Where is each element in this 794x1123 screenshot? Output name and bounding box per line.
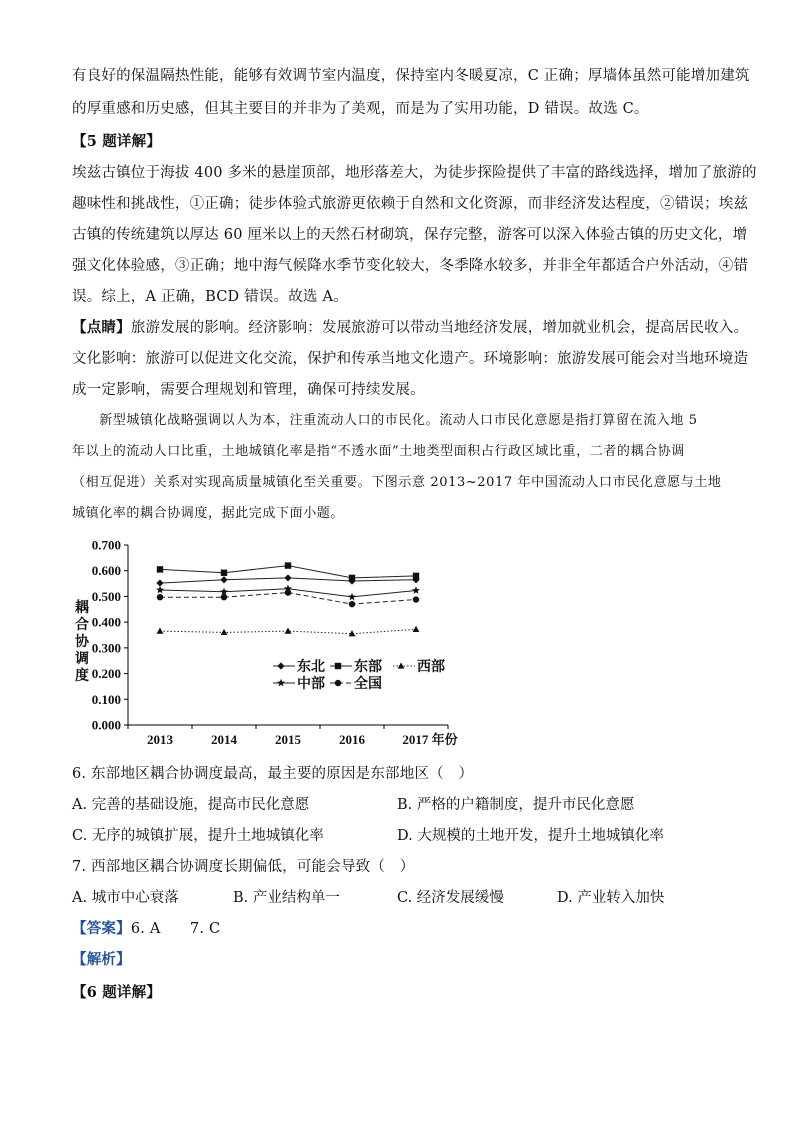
data-point-2-4 bbox=[413, 626, 420, 632]
answer-label: 【答案】 bbox=[72, 920, 131, 937]
coupling-chart bbox=[70, 530, 490, 755]
prev-explanation-line-1: 有良好的保温隔热性能，能够有效调节室内温度，保持室内冬暖夏凉，C 正确；厚墙体虽然可能增加建筑 bbox=[72, 68, 750, 84]
answer-text: 6. A 7. C bbox=[130, 921, 221, 937]
legend-label-0: 东北 bbox=[297, 660, 325, 675]
q6-stem: 6. 东部地区耦合协调度最高，最主要的原因是东部地区（ ） bbox=[72, 766, 474, 782]
q6-option-b[interactable]: B. 严格的户籍制度，提升市民化意愿 bbox=[397, 797, 635, 813]
y-axis-title-char: 合 bbox=[75, 618, 89, 633]
data-point-2-2 bbox=[285, 628, 292, 634]
q7-option-b[interactable]: B. 产业结构单一 bbox=[233, 890, 340, 906]
data-point-3-0 bbox=[156, 586, 164, 594]
data-point-3-4 bbox=[412, 586, 420, 594]
q6-option-c[interactable]: C. 无序的城镇扩展，提升土地城镇化率 bbox=[72, 828, 324, 844]
q5-line-4: 强文化体验感，③正确；地中海气候降水季节变化较大，冬季降水较多，并非全年都适合户外活动，④错 bbox=[72, 258, 749, 274]
y-tick-label: 0.000 bbox=[91, 717, 121, 733]
legend-label-4: 全国 bbox=[354, 677, 382, 692]
q5-line-1: 埃兹古镇位于海拔 400 多米的悬崖顶部，地形落差大，为徒步探险提供了丰富的路线选择，增加了旅游的 bbox=[72, 165, 757, 181]
q5-heading: 【5 题详解】 bbox=[72, 133, 162, 150]
legend-marker-4 bbox=[335, 680, 341, 686]
legend-marker-2 bbox=[398, 662, 405, 668]
q7-option-c[interactable]: C. 经济发展缓慢 bbox=[397, 890, 504, 906]
y-tick-label: 0.100 bbox=[91, 691, 121, 707]
prev-explanation-line-2: 的厚重感和历史感，但其主要目的并非为了美观，而是为了实用功能，D 错误。故选 C。 bbox=[72, 101, 649, 117]
dianjing-line-2: 文化影响：旅游可以促进文化交流，保护和传承当地文化遗产。环境影响：旅游发展可能会对当地环境造 bbox=[72, 351, 749, 367]
y-tick-label: 0.400 bbox=[91, 614, 121, 630]
passage-line-2: 年以上的流动人口比重，土地城镇化率是指“不透水面”土地类型面积占行政区域比重，二者的耦合协调 bbox=[72, 444, 685, 459]
y-axis-title-char: 度 bbox=[75, 669, 89, 684]
q5-line-5: 误。综上，A 正确，BCD 错误。故选 A。 bbox=[72, 289, 348, 305]
data-point-1-1 bbox=[221, 570, 227, 576]
data-point-4-3 bbox=[349, 601, 355, 607]
q6-option-a[interactable]: A. 完善的基础设施，提高市民化意愿 bbox=[72, 797, 310, 813]
data-point-4-4 bbox=[413, 596, 419, 602]
legend-marker-3 bbox=[277, 679, 285, 687]
data-point-3-3 bbox=[348, 593, 356, 601]
data-point-4-2 bbox=[285, 589, 291, 595]
x-tick-label: 2016 bbox=[339, 732, 365, 747]
data-point-1-2 bbox=[285, 562, 291, 568]
q7-option-a[interactable]: A. 城市中心衰落 bbox=[72, 890, 179, 906]
data-point-1-3 bbox=[349, 575, 355, 581]
data-point-0-1 bbox=[220, 576, 227, 583]
y-tick-label: 0.700 bbox=[91, 537, 121, 553]
y-axis-title-char: 协 bbox=[75, 635, 89, 650]
passage-line-3: （相互促进）关系对实现高质量城镇化至关重要。下图示意 2013~2017 年中国流动人口市民化意愿与土地 bbox=[72, 475, 722, 490]
data-point-4-0 bbox=[157, 594, 163, 600]
passage-line-4: 城镇化率的耦合协调度，据此完成下面小题。 bbox=[72, 506, 345, 521]
q7-option-d[interactable]: D. 产业转入加快 bbox=[557, 890, 665, 906]
passage-line-1: 新型城镇化战略强调以人为本，注重流动人口的市民化。流动人口市民化意愿是指打算留在流入地 5 bbox=[72, 413, 698, 428]
x-tick-label: 2015 bbox=[275, 732, 301, 747]
data-point-4-1 bbox=[221, 594, 227, 600]
q6-option-d[interactable]: D. 大规模的土地开发，提升土地城镇化率 bbox=[397, 828, 664, 844]
legend-label-3: 中部 bbox=[297, 677, 325, 692]
analysis-label: 【解析】 bbox=[72, 951, 131, 968]
legend-marker-1 bbox=[335, 663, 341, 669]
dianjing-line-3: 成一定影响，需要合理规划和管理，确保可持续发展。 bbox=[72, 382, 425, 398]
data-point-2-1 bbox=[221, 629, 228, 635]
dianjing-text: 旅游发展的影响。经济影响：发展旅游可以带动当地经济发展，增加就业机会，提高居民收入。 bbox=[130, 320, 749, 336]
answer-line bbox=[72, 919, 220, 939]
y-tick-label: 0.200 bbox=[91, 666, 121, 682]
legend-label-1: 东部 bbox=[354, 660, 382, 675]
dianjing-first-line bbox=[72, 318, 748, 338]
x-tick-label: 2014 bbox=[211, 732, 237, 747]
y-tick-label: 0.600 bbox=[91, 563, 121, 579]
data-point-0-2 bbox=[284, 574, 291, 581]
y-tick-label: 0.300 bbox=[91, 640, 121, 656]
q7-stem: 7. 西部地区耦合协调度长期偏低，可能会导致（ ） bbox=[72, 859, 415, 875]
y-axis-title-char: 调 bbox=[75, 652, 89, 667]
dianjing-label: 【点睛】 bbox=[72, 319, 131, 336]
data-point-1-0 bbox=[157, 566, 163, 572]
x-tick-label: 2017 年份 bbox=[402, 732, 458, 747]
q5-line-3: 古镇的传统建筑以厚达 60 厘米以上的天然石材砌筑，保存完整，游客可以深入体验古镇的历史文化，增 bbox=[72, 227, 748, 243]
data-point-2-0 bbox=[157, 628, 164, 634]
x-tick-label: 2013 bbox=[147, 732, 173, 747]
q5-line-2: 趣味性和挑战性，①正确；徒步体验式旅游更依赖于自然和文化资源，而非经济发达程度，②错误；埃兹 bbox=[72, 196, 749, 212]
data-point-0-0 bbox=[156, 579, 163, 586]
legend-marker-0 bbox=[277, 662, 284, 669]
legend-label-2: 西部 bbox=[417, 660, 445, 675]
y-axis-title-char: 耦 bbox=[75, 601, 89, 616]
y-tick-label: 0.500 bbox=[91, 588, 121, 604]
q6-detail-heading: 【6 题详解】 bbox=[72, 984, 162, 1001]
data-point-1-4 bbox=[413, 573, 419, 579]
